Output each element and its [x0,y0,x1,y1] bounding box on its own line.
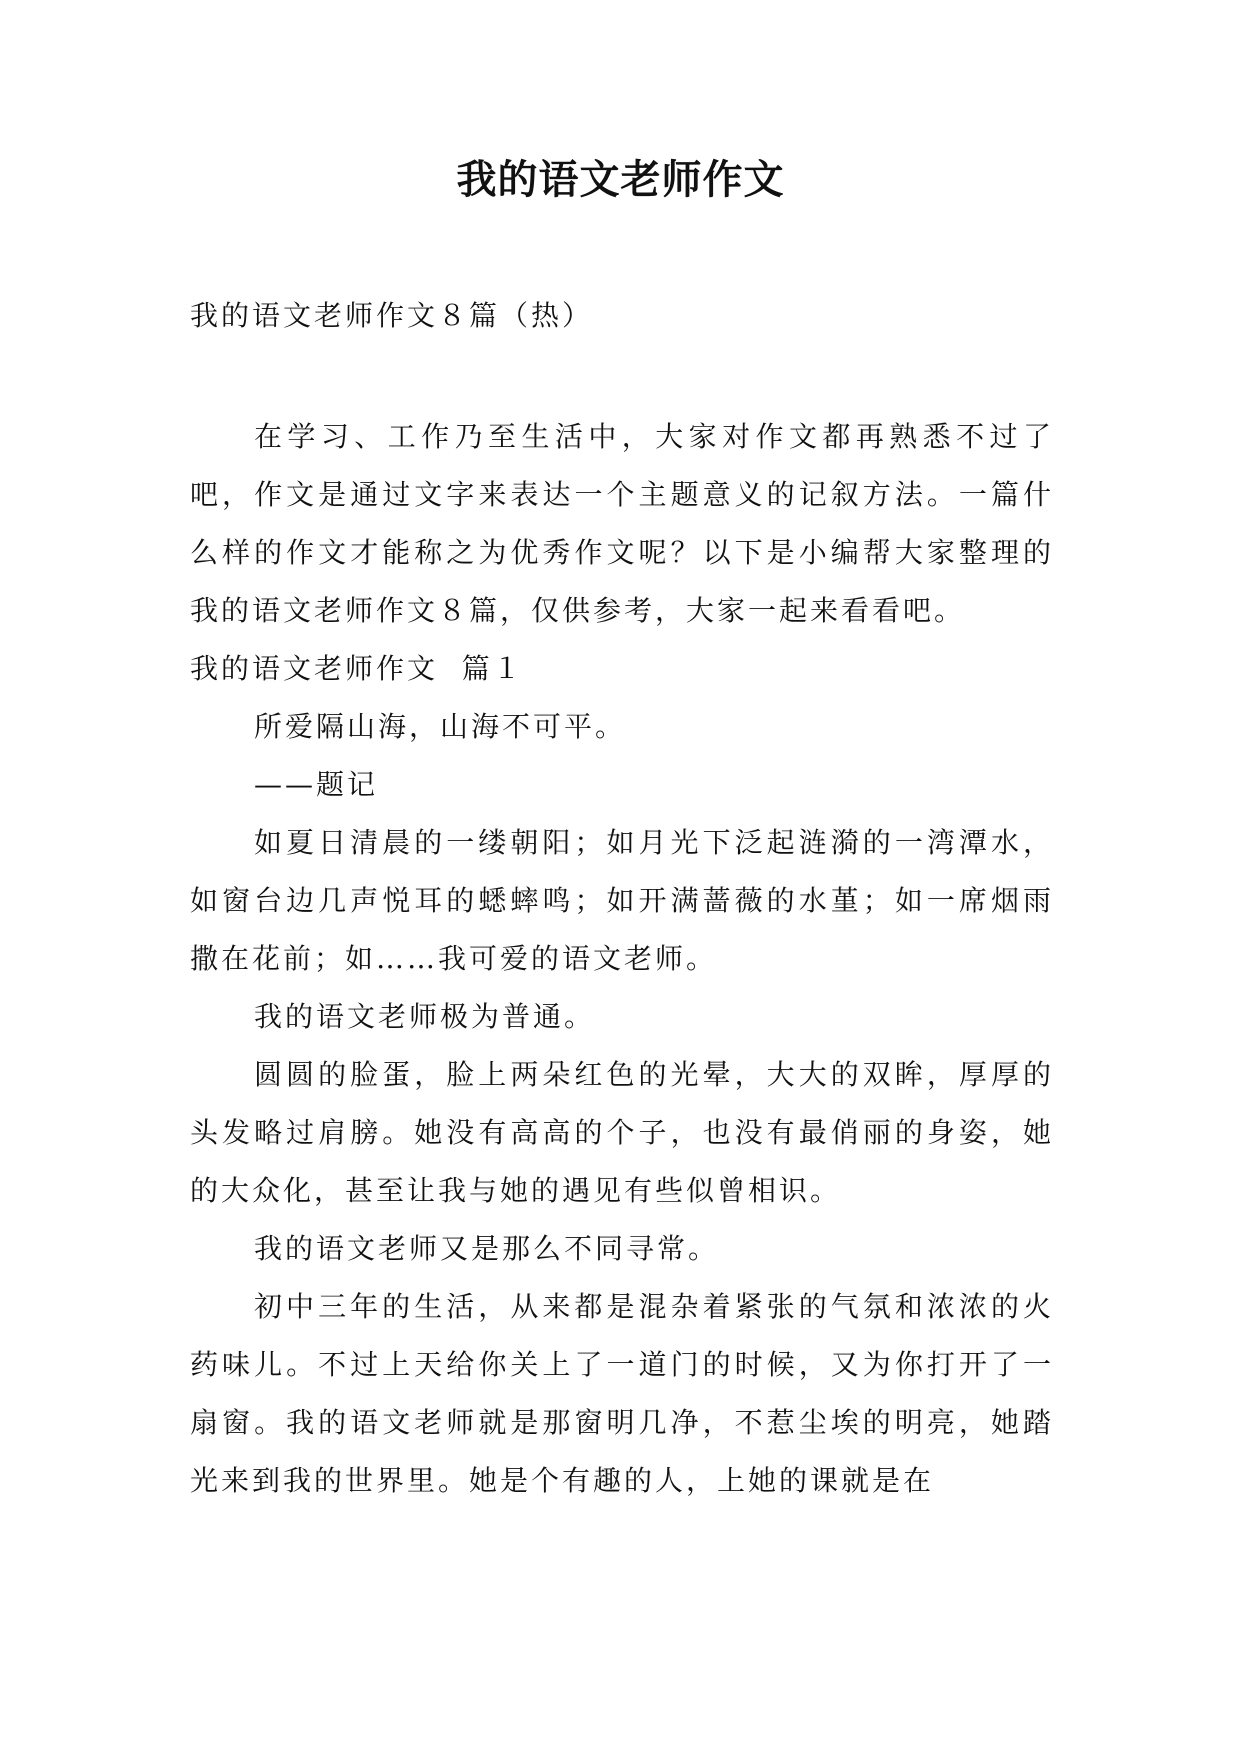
section-heading: 我的语文老师作文 篇１ [190,652,524,685]
epigraph-line: 所爱隔山海，山海不可平。 [254,710,627,743]
epigraph-attribution: ——题记 [254,768,379,801]
body-paragraph: 如夏日清晨的一缕朝阳；如月光下泛起涟漪的一湾潭水，如窗台边几声悦耳的蟋蟀鸣；如开满蔷薇的水堇；如一席烟雨撒在花前；如……我可爱的语文老师。 [190,826,1054,975]
body-paragraph: 初中三年的生活，从来都是混杂着紧张的气氛和浓浓的火药味儿。不过上天给你关上了一道门的时候，又为你打开了一扇窗。我的语文老师就是那窗明几净，不惹尘埃的明亮，她踏光来到我的世界里。她是个有趣的人，上她的课就是在 [190,1290,1054,1497]
body-paragraph: 圆圆的脸蛋，脸上两朵红色的光晕，大大的双眸，厚厚的头发略过肩膀。她没有高高的个子，也没有最俏丽的身姿，她的大众化，甚至让我与她的遇见有些似曾相识。 [190,1058,1054,1207]
intro-paragraph: 在学习、工作乃至生活中，大家对作文都再熟悉不过了吧，作文是通过文字来表达一个主题意义的记叙方法。一篇什么样的作文才能称之为优秀作文呢？以下是小编帮大家整理的我的语文老师作文８篇，仅供参考，大家一起来看看吧。 [190,420,1054,627]
body-paragraph: 我的语文老师极为普通。 [254,1000,596,1033]
body-paragraph: 我的语文老师又是那么不同寻常。 [254,1232,720,1265]
document-body [190,408,1054,1510]
document-subtitle: 我的语文老师作文８篇（热） [190,299,594,332]
document-title: 我的语文老师作文 [456,156,785,203]
